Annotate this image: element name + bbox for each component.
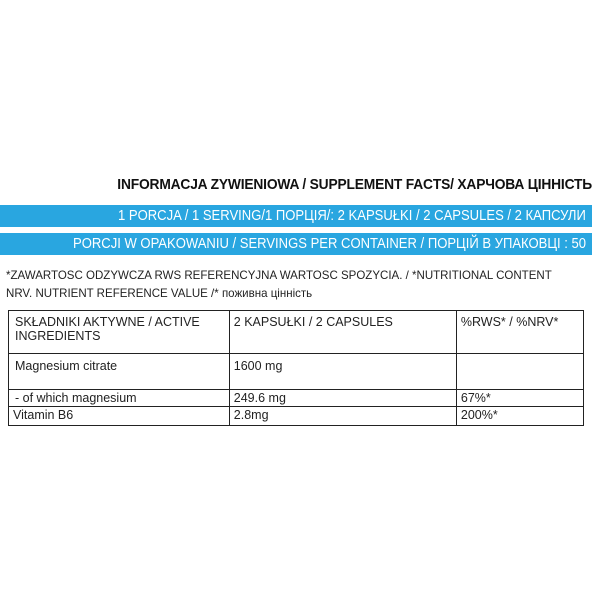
ingredient-name: Vitamin B6 <box>9 407 230 426</box>
table-row <box>9 390 584 407</box>
ingredient-nrv: 200%* <box>456 407 583 426</box>
table-row <box>9 354 584 390</box>
servings-per-container-band <box>0 233 592 255</box>
serving-size-text: 1 PORCJA / 1 SERVING/1 ПОРЦІЯ/: 2 KAPSUŁKI / 2 CAPSULES / 2 КАПСУЛИ <box>118 208 586 224</box>
ingredient-amount: 1600 mg <box>229 354 456 390</box>
ingredient-amount: 2.8mg <box>229 407 456 426</box>
ingredient-nrv <box>456 354 583 390</box>
header-ingredients: SKŁADNIKI AKTYWNE / ACTIVE INGREDIENTS <box>9 311 230 354</box>
header-serving: 2 KAPSUŁKI / 2 CAPSULES <box>229 311 456 354</box>
servings-per-container-text: PORCJI W OPAKOWANIU / SERVINGS PER CONTAINER / ПОРЦІЙ В УПАКОВЦІ : 50 <box>72 236 586 252</box>
ingredient-name: Magnesium citrate <box>9 354 230 390</box>
table-row <box>9 407 584 426</box>
ingredient-nrv: 67%* <box>456 390 583 407</box>
page-title: INFORMACJA ZYWIENIOWA / SUPPLEMENT FACTS/ ХАРЧОВА ЦІННІСТЬ <box>117 176 592 193</box>
ingredient-name: - of which magnesium <box>9 390 230 407</box>
header-nrv: %RWS* / %NRV* <box>456 311 583 354</box>
table-header-row <box>9 311 584 354</box>
serving-size-band <box>0 205 592 227</box>
supplement-facts-table <box>8 310 584 426</box>
ingredient-amount: 249.6 mg <box>229 390 456 407</box>
reference-value-note: *ZAWARTOSC ODZYWCZA RWS REFERENCYJNA WARTOSC SPOZYCIA. / *NUTRITIONAL CONTENT NRV. NUTRIENT REFERENCE VALUE /* поживна цінність <box>6 268 552 300</box>
